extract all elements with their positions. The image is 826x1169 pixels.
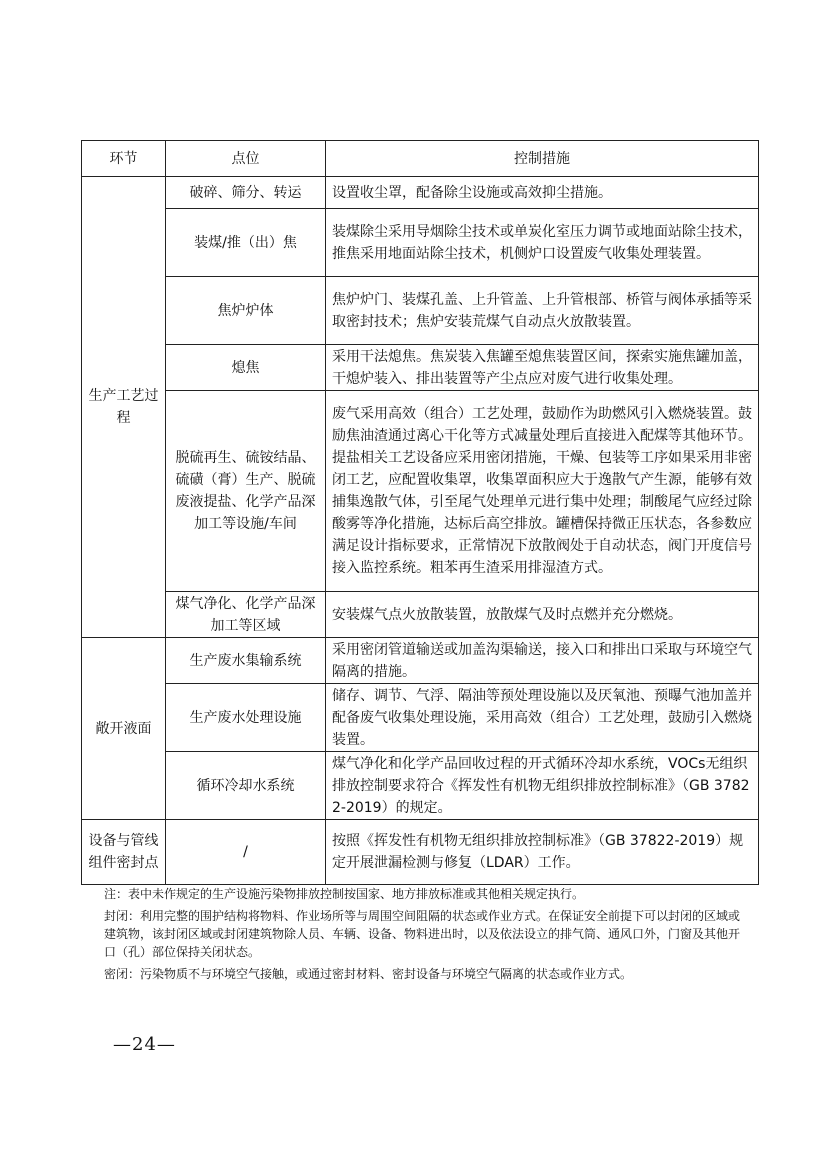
- note-sealed: 密闭：污染物质不与环境空气接触，或通过密封材料、密封设备与环境空气隔离的状态或作业方式。: [104, 967, 633, 981]
- point-cell: 煤气净化、化学产品深加工等区域: [166, 592, 326, 638]
- measure-cell: 采用密闭管道输送或加盖沟渠输送，接入口和排出口采取与环境空气隔离的措施。: [326, 638, 759, 684]
- point-cell: 破碎、筛分、转运: [166, 177, 326, 209]
- header-measure: 控制措施: [326, 141, 759, 177]
- control-measures-table: [81, 140, 759, 885]
- point-cell: 循环冷却水系统: [166, 752, 326, 820]
- measure-cell: 煤气净化和化学产品回收过程的开式循环冷却水系统，VOCs无组织排放控制要求符合《挥发性有机物无组织排放控制标准》（GB 37822-2019）的规定。: [326, 752, 759, 820]
- table-row: [82, 592, 759, 638]
- point-cell: /: [166, 820, 326, 885]
- header-point: 点位: [166, 141, 326, 177]
- measure-cell: 按照《挥发性有机物无组织排放控制标准》（GB 37822-2019）规定开展泄漏检测与修复（LDAR）工作。: [326, 820, 759, 885]
- table-notes: [104, 885, 744, 987]
- point-cell: 熄焦: [166, 345, 326, 391]
- table-row: [82, 209, 759, 277]
- point-cell: 脱硫再生、硫铵结晶、硫磺（膏）生产、脱硫废液提盐、化学产品深加工等设施/车间: [166, 391, 326, 592]
- note-enclosed: 封闭：利用完整的围护结构将物料、作业场所等与周围空间阻隔的状态或作业方式。在保证安全前提下可以封闭的区域或建筑物，该封闭区域或封闭建筑物除人员、车辆、设备、物料进出时，以及依法设立的排气筒、通风口外，门窗及其他开口（孔）部位保持关闭状态。: [104, 909, 741, 959]
- table-row: [82, 391, 759, 592]
- header-stage: 环节: [82, 141, 166, 177]
- note-general: 注：表中未作规定的生产设施污染物排放控制按国家、地方排放标准或其他相关规定执行。: [104, 887, 585, 901]
- table-row: [82, 177, 759, 209]
- stage-cell: 生产工艺过程: [82, 177, 166, 638]
- page-number: —24—: [113, 1034, 176, 1055]
- table-row: [82, 345, 759, 391]
- table-row: [82, 277, 759, 345]
- table-row: [82, 752, 759, 820]
- measure-cell: 储存、调节、气浮、隔油等预处理设施以及厌氧池、预曝气池加盖并配备废气收集处理设施，采用高效（组合）工艺处理，鼓励引入燃烧装置。: [326, 684, 759, 752]
- measure-cell: 装煤除尘采用导烟除尘技术或单炭化室压力调节或地面站除尘技术，推焦采用地面站除尘技术，机侧炉口设置废气收集处理装置。: [326, 209, 759, 277]
- point-cell: 焦炉炉体: [166, 277, 326, 345]
- point-cell: 装煤/推（出）焦: [166, 209, 326, 277]
- measure-cell: 采用干法熄焦。焦炭装入焦罐至熄焦装置区间，探索实施焦罐加盖，干熄炉装入、排出装置等产尘点应对废气进行收集处理。: [326, 345, 759, 391]
- measure-cell: 设置收尘罩，配备除尘设施或高效抑尘措施。: [326, 177, 759, 209]
- point-cell: 生产废水处理设施: [166, 684, 326, 752]
- point-cell: 生产废水集输系统: [166, 638, 326, 684]
- table-row: [82, 820, 759, 885]
- table-row: [82, 684, 759, 752]
- measure-cell: 焦炉炉门、装煤孔盖、上升管盖、上升管根部、桥管与阀体承插等采取密封技术；焦炉安装荒煤气自动点火放散装置。: [326, 277, 759, 345]
- table-header-row: [82, 141, 759, 177]
- measure-cell: 安装煤气点火放散装置，放散煤气及时点燃并充分燃烧。: [326, 592, 759, 638]
- measure-cell: 废气采用高效（组合）工艺处理，鼓励作为助燃风引入燃烧装置。鼓励焦油渣通过离心干化等方式减量处理后直接进入配煤等其他环节。提盐相关工艺设备应采用密闭措施，干燥、包装等工序如果采用非密闭工艺，应配置收集罩，收集罩面积应大于逸散气产生源，能够有效捕集逸散气体，引至尾气处理单元进行集中处理；制酸尾气应经过除酸雾等净化措施，达标后高空排放。罐槽保持微正压状态，各参数应满足设计指标要求，正常情况下放散阀处于自动状态，阀门开度信号接入监控系统。粗苯再生渣采用排湿渣方式。: [326, 391, 759, 592]
- table-row: [82, 638, 759, 684]
- stage-cell: 敞开液面: [82, 638, 166, 820]
- stage-cell: 设备与管线组件密封点: [82, 820, 166, 885]
